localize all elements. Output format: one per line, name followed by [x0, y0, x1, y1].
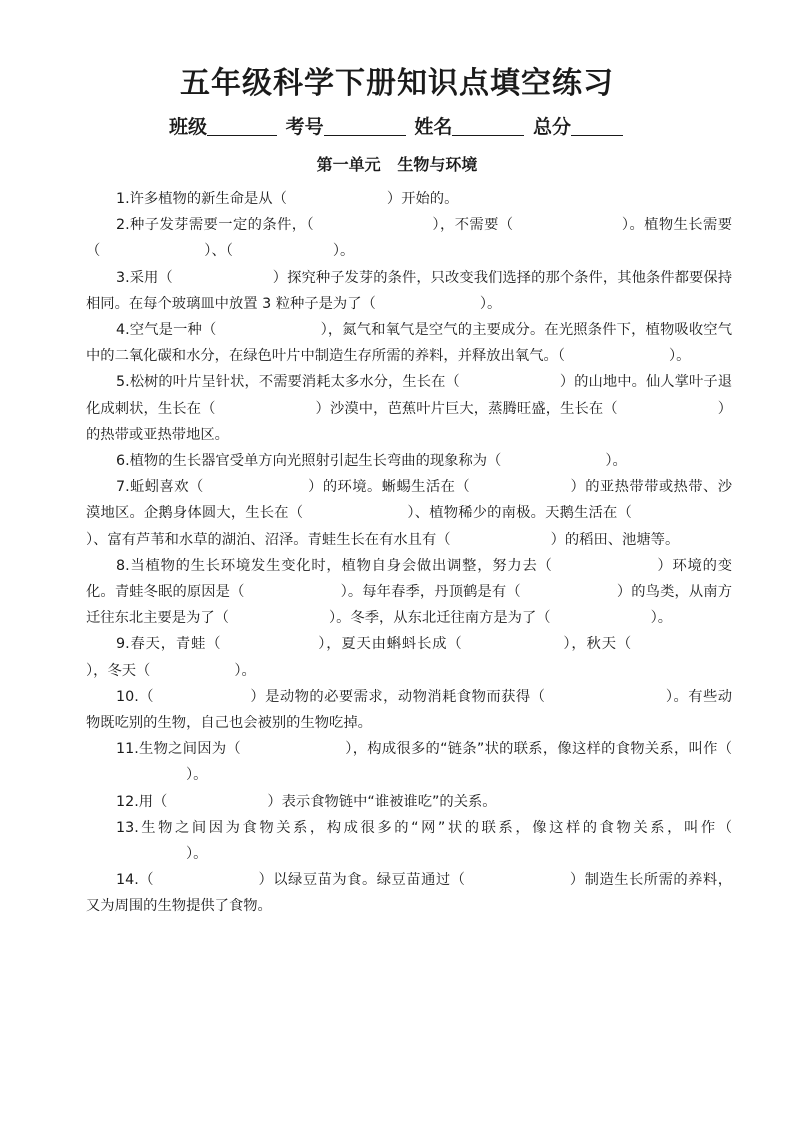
score-blank[interactable]	[571, 117, 623, 136]
question-text: ）的热带或亚热带地区。	[86, 400, 733, 443]
question-5	[86, 369, 732, 448]
question-text: 11.生物之间因为（	[116, 741, 241, 758]
question-text: 4.空气是一种（	[116, 322, 217, 339]
question-text: ）。有些动物既吃别的生物，自己也会被别的生物吃掉。	[86, 688, 733, 732]
question-text: ）、（	[204, 243, 233, 260]
exam-no-label: 考号	[285, 116, 324, 138]
question-3	[86, 265, 732, 317]
question-text: ）。	[332, 243, 355, 260]
question-text: ），秋天（	[562, 636, 632, 653]
question-text: 9.春天，青蛙（	[116, 636, 222, 653]
question-8	[86, 553, 732, 632]
question-text: 12.用（	[116, 793, 168, 810]
question-text: 10.（	[116, 688, 154, 705]
student-info-line	[0, 112, 794, 139]
question-text: ）。	[605, 453, 627, 470]
question-text: 14.（	[116, 872, 155, 889]
question-12	[86, 789, 732, 815]
name-label: 姓名	[414, 116, 453, 138]
question-11	[86, 736, 732, 788]
question-text: ）、植物稀少的南极。天鹅生活在（	[407, 505, 633, 522]
question-text: ）的鸟类，从南方迁往东北主要是为了（	[86, 584, 733, 627]
question-text: 3.采用（	[116, 269, 173, 286]
question-text: ）。	[650, 610, 673, 627]
question-text: ）。	[479, 295, 502, 312]
question-text: 6.植物的生长器官受单方向光照射引起生长弯曲的现象称为（	[116, 453, 502, 470]
class-blank[interactable]	[207, 117, 277, 136]
question-text: ），不需要（	[432, 217, 514, 234]
question-list	[86, 186, 732, 920]
question-text: ）的亚热带带或热带、沙漠地区。企鹅身体圆大，生长在（	[86, 479, 733, 522]
question-text: 5.松树的叶片呈针状，不需要消耗太多水分，生长在（	[116, 374, 460, 391]
name-blank[interactable]	[452, 117, 524, 136]
question-1	[86, 186, 732, 212]
question-text: ）探究种子发芽的条件，只改变我们选择的那个条件，其他条件都要保持相同。在每个玻璃皿中放置 3 粒种子是为了（	[86, 269, 732, 312]
question-text: 13.生物之间因为食物关系，构成很多的“网”状的联系，像这样的食物关系，叫作（	[116, 819, 732, 836]
question-text: ）。植物生长需要（	[86, 217, 732, 260]
question-text: ），冬天（	[86, 662, 151, 679]
question-text: ）的环境。蜥蜴生活在（	[307, 479, 471, 496]
page-title: 五年级科学下册知识点填空练习	[180, 66, 614, 101]
question-text: ）的稻田、池塘等。	[550, 531, 680, 548]
question-text: ）。	[186, 846, 208, 863]
question-13	[86, 815, 732, 867]
question-2	[86, 212, 732, 264]
class-label: 班级	[169, 116, 208, 138]
question-text: ）表示食物链中“谁被谁吃”的关系。	[267, 793, 497, 810]
score-label: 总分	[532, 116, 571, 138]
question-text: 2.种子发芽需要一定的条件，（	[116, 217, 315, 234]
question-text: 7.蚯蚓喜欢（	[116, 479, 204, 496]
unit-heading: 第一单元 生物与环境	[316, 155, 478, 174]
exam-no-blank[interactable]	[324, 117, 406, 136]
question-text: ）以绿豆苗为食。绿豆苗通过（	[258, 872, 466, 889]
question-text: ）的山地中。仙人掌叶子退化成刺状，生长在（	[86, 374, 732, 417]
question-7	[86, 474, 732, 553]
question-text: ）。	[668, 348, 691, 365]
question-text: ）制造生长所需的养料，又为周围的生物提供了食物。	[86, 872, 733, 915]
question-text: ）沙漠中，芭蕉叶片巨大，蒸腾旺盛，生长在（	[315, 400, 618, 417]
question-text: ）。每年春季，丹顶鹤是有（	[340, 584, 521, 601]
question-6	[86, 448, 732, 474]
question-4	[86, 317, 732, 369]
question-text: ）、富有芦苇和水草的湖泊、沼泽。青蛙生长在有水且有（	[86, 531, 451, 548]
question-text: ）。冬季，从东北迁往南方是为了（	[328, 610, 551, 627]
question-text: ）。	[186, 767, 208, 784]
question-10	[86, 684, 732, 736]
question-text: ），构成很多的“链条”状的联系，像这样的食物关系，叫作（	[345, 741, 732, 758]
question-text: ），夏天由蝌蚪长成（	[317, 636, 463, 653]
question-text: 1.许多植物的新生命是从（	[116, 191, 287, 207]
question-text: ）是动物的必要需求，动物消耗食物而获得（	[249, 688, 546, 705]
question-text: ），氮气和氧气是空气的主要成分。在光照条件下，植物吸收空气中的二氧化碳和水分，在绿色叶片中制造生存所需的养料，并释放出氧气。（	[86, 322, 732, 365]
question-14	[86, 867, 732, 919]
question-text: ）环境的变化。青蛙冬眠的原因是（	[86, 557, 732, 601]
question-text: 8.当植物的生长环境发生变化时，植物自身会做出调整，努力去（	[116, 557, 553, 574]
question-text: ）。	[234, 662, 256, 679]
question-9	[86, 631, 732, 683]
question-text: ）开始的。	[386, 191, 459, 207]
